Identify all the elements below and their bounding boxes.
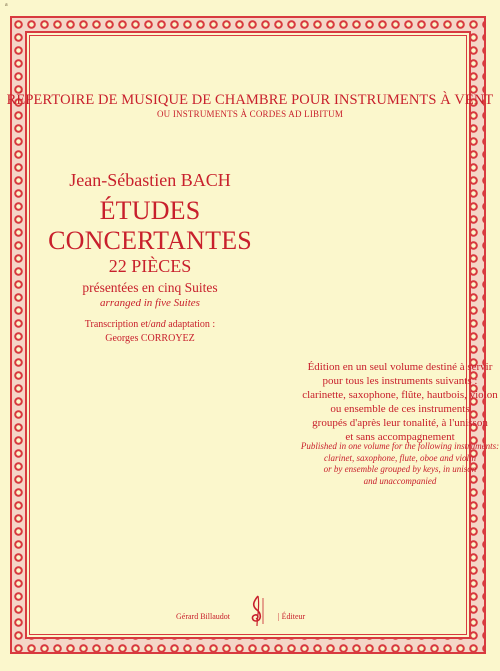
pieces-count: 22 PIÈCES [108,256,192,276]
work-title-line-2: CONCERTANTES [48,226,252,255]
series-subtitle: OU INSTRUMENTS À CORDES AD LIBITUM [156,109,344,119]
transcription-and: and [150,319,166,330]
transcription-credit [0,319,300,330]
edition-fr-line: Édition en un seul volume destiné à servir [307,361,493,373]
edition-en-line: Published in one volume for the following instruments: [300,441,500,451]
edition-note-english [290,441,500,487]
edition-fr-line: groupés d'après leur tonalité, à l'unisson [312,417,488,429]
suites-french: présentées en cinq Suites [82,280,218,295]
suites-english: arranged in five Suites [100,297,200,309]
edition-en-line: and unaccompanied [363,475,437,486]
publisher-role-label: Éditeur [281,612,306,621]
edition-en-line: clarinet, saxophone, flute, oboe and violin [324,452,476,463]
edition-en-line: or by ensemble grouped by keys, in unison [323,464,477,474]
work-title [0,196,300,256]
edition-fr-line: et sans accompagnement [345,431,455,443]
series-title: RÉPERTOIRE DE MUSIQUE DE CHAMBRE POUR INSTRUMENTS À VENT [6,92,494,108]
work-title-line-1: ÉTUDES [99,196,201,225]
edition-note-french [290,360,500,444]
publisher-role: | Éditeur [278,612,306,621]
transcription-prefix: Transcription et/ [84,319,151,330]
edition-fr-line: clarinette, saxophone, flûte, hautbois, violon [302,389,498,401]
transcription-suffix: adaptation : [165,319,216,330]
composer: Jean-Sébastien BACH [69,170,231,190]
arranger-name: Georges CORROYEZ [105,333,195,344]
page-number: a [5,2,8,8]
edition-fr-line: pour tous les instruments suivants : [322,375,478,387]
treble-clef-logo-icon [245,594,269,628]
edition-fr-line: ou ensemble de ces instruments [330,403,470,415]
publisher-name: Gérard Billaudot [176,612,230,621]
